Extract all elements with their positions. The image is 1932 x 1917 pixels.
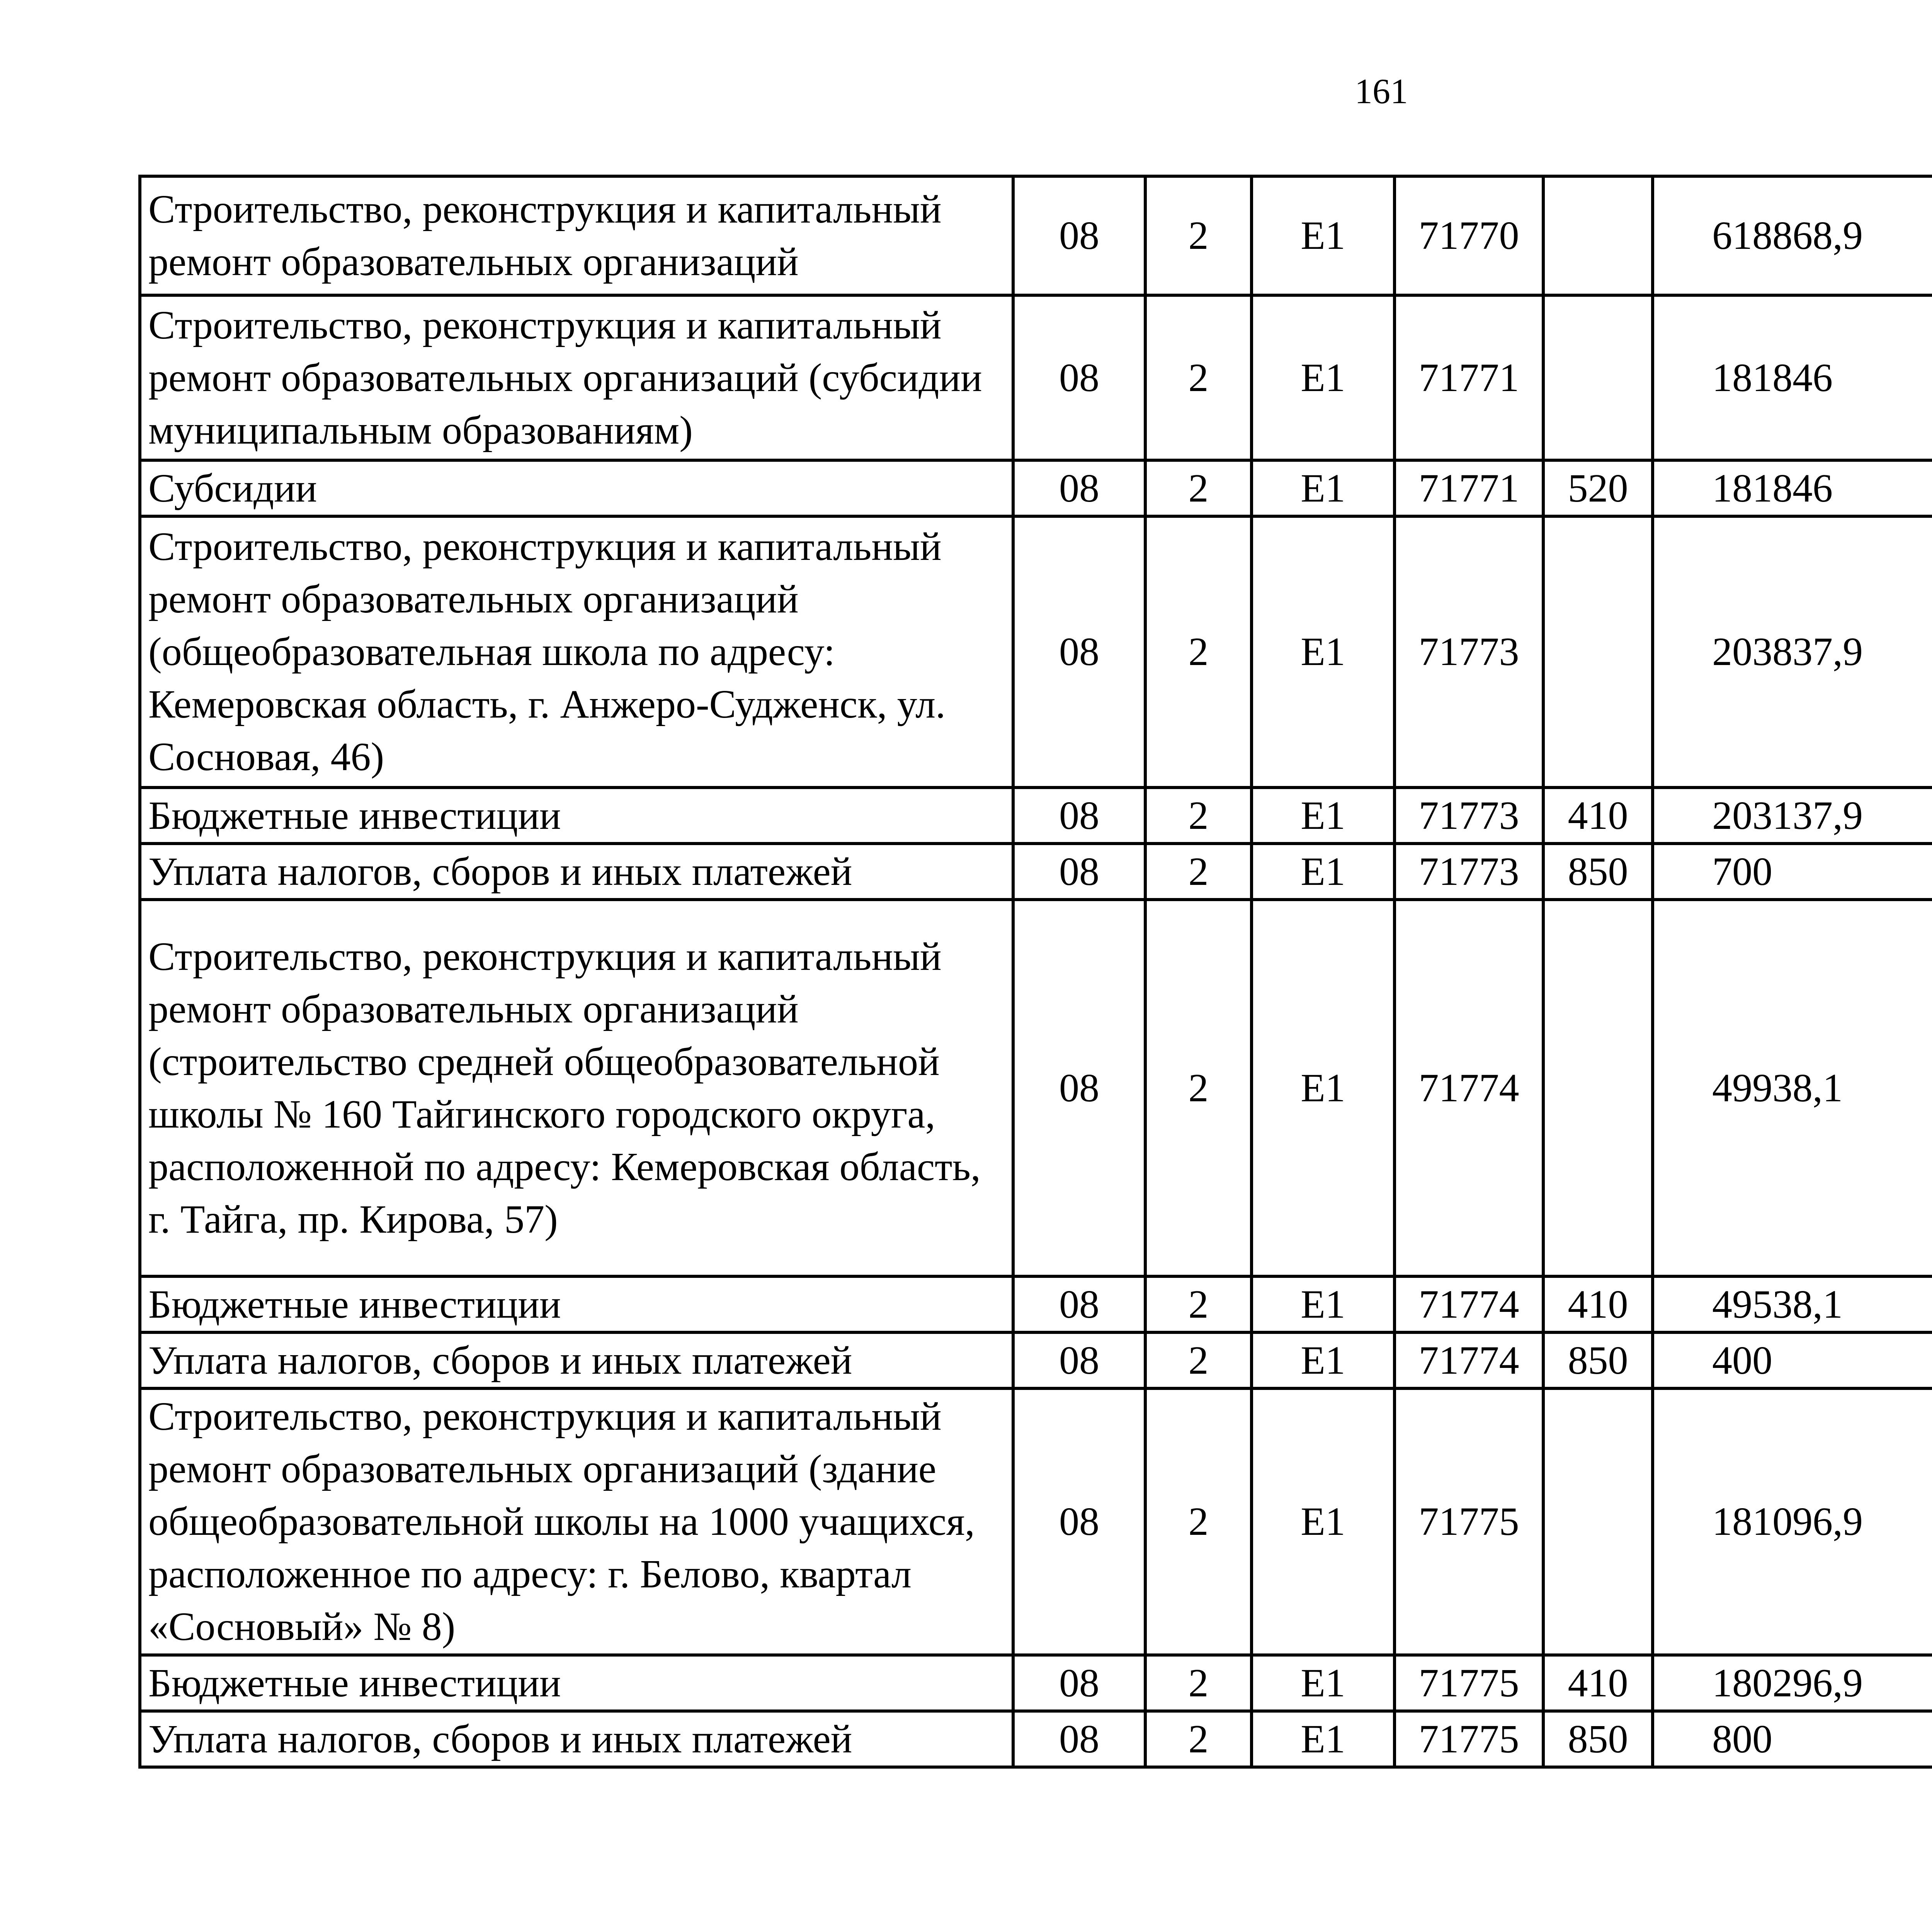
code-cell: 71774 — [1395, 900, 1543, 1276]
table-row — [140, 460, 1932, 516]
type-cell: 850 — [1543, 844, 1653, 900]
table-row — [140, 1332, 1932, 1388]
program-cell: 2 — [1145, 1711, 1252, 1767]
row-name: Строительство, реконструкция и капитальный ремонт образовательных организаций (субсидии муниципальным образованиям) — [140, 295, 1013, 460]
row-name: Бюджетные инвестиции — [140, 788, 1013, 844]
program-cell: 2 — [1145, 176, 1252, 295]
section-cell: 08 — [1013, 844, 1145, 900]
section-cell: 08 — [1013, 788, 1145, 844]
table-row — [140, 788, 1932, 844]
project-cell: E1 — [1252, 1655, 1395, 1711]
program-cell: 2 — [1145, 1276, 1252, 1332]
program-cell: 2 — [1145, 844, 1252, 900]
table-row — [140, 295, 1932, 460]
amount-1-cell: 618868,9 — [1653, 176, 1932, 295]
program-cell: 2 — [1145, 460, 1252, 516]
amount-1-cell: 181096,9 — [1653, 1388, 1932, 1655]
amount-1-cell: 700 — [1653, 844, 1932, 900]
section-cell: 08 — [1013, 1388, 1145, 1655]
row-name: Бюджетные инвестиции — [140, 1276, 1013, 1332]
project-cell: E1 — [1252, 788, 1395, 844]
table-row — [140, 176, 1932, 295]
section-cell: 08 — [1013, 460, 1145, 516]
row-name: Строительство, реконструкция и капитальный ремонт образовательных организаций (здание общеобразовательной школы на 1000 учащихся, расположенное по адресу: г. Белово, квартал «Сосновый» № 8) — [140, 1388, 1013, 1655]
code-cell: 71770 — [1395, 176, 1543, 295]
amount-1-cell: 400 — [1653, 1332, 1932, 1388]
type-cell — [1543, 176, 1653, 295]
project-cell: E1 — [1252, 1388, 1395, 1655]
table-row — [140, 900, 1932, 1276]
code-cell: 71774 — [1395, 1276, 1543, 1332]
project-cell: E1 — [1252, 460, 1395, 516]
project-cell: E1 — [1252, 1332, 1395, 1388]
page-number: 161 — [1355, 71, 1408, 111]
amount-1-cell: 49938,1 — [1653, 900, 1932, 1276]
program-cell: 2 — [1145, 788, 1252, 844]
program-cell: 2 — [1145, 1332, 1252, 1388]
section-cell: 08 — [1013, 1332, 1145, 1388]
table-row — [140, 1388, 1932, 1655]
project-cell: E1 — [1252, 176, 1395, 295]
project-cell: E1 — [1252, 1276, 1395, 1332]
type-cell — [1543, 295, 1653, 460]
project-cell: E1 — [1252, 295, 1395, 460]
type-cell: 410 — [1543, 788, 1653, 844]
budget-table — [138, 175, 1932, 1769]
program-cell: 2 — [1145, 1655, 1252, 1711]
table-row — [140, 516, 1932, 788]
section-cell: 08 — [1013, 1276, 1145, 1332]
type-cell — [1543, 900, 1653, 1276]
amount-1-cell: 49538,1 — [1653, 1276, 1932, 1332]
amount-1-cell: 181846 — [1653, 460, 1932, 516]
amount-1-cell: 800 — [1653, 1711, 1932, 1767]
project-cell: E1 — [1252, 516, 1395, 788]
section-cell: 08 — [1013, 1655, 1145, 1711]
project-cell: E1 — [1252, 900, 1395, 1276]
program-cell: 2 — [1145, 516, 1252, 788]
section-cell: 08 — [1013, 516, 1145, 788]
amount-1-cell: 180296,9 — [1653, 1655, 1932, 1711]
project-cell: E1 — [1252, 1711, 1395, 1767]
table-row — [140, 1276, 1932, 1332]
type-cell — [1543, 1388, 1653, 1655]
program-cell: 2 — [1145, 1388, 1252, 1655]
table-row — [140, 1711, 1932, 1767]
project-cell: E1 — [1252, 844, 1395, 900]
amount-1-cell: 203137,9 — [1653, 788, 1932, 844]
amount-1-cell: 203837,9 — [1653, 516, 1932, 788]
row-name: Строительство, реконструкция и капитальный ремонт образовательных организаций (общеобразовательная школа по адресу: Кемеровская область, г. Анжеро-Судженск, ул. Сосновая, 46) — [140, 516, 1013, 788]
row-name: Бюджетные инвестиции — [140, 1655, 1013, 1711]
type-cell: 410 — [1543, 1655, 1653, 1711]
code-cell: 71771 — [1395, 295, 1543, 460]
type-cell: 520 — [1543, 460, 1653, 516]
code-cell: 71775 — [1395, 1711, 1543, 1767]
section-cell: 08 — [1013, 1711, 1145, 1767]
table-row — [140, 1655, 1932, 1711]
row-name: Строительство, реконструкция и капитальный ремонт образовательных организаций (строительство средней общеобразовательной школы № 160 Тайгинского городского округа, расположенной по адресу: Кемеровская область, г. Тайга, пр. Кирова, 57) — [140, 900, 1013, 1276]
row-name: Строительство, реконструкция и капитальный ремонт образовательных организаций — [140, 176, 1013, 295]
section-cell: 08 — [1013, 176, 1145, 295]
row-name: Уплата налогов, сборов и иных платежей — [140, 1711, 1013, 1767]
code-cell: 71773 — [1395, 844, 1543, 900]
table-row — [140, 844, 1932, 900]
code-cell: 71773 — [1395, 516, 1543, 788]
type-cell — [1543, 516, 1653, 788]
section-cell: 08 — [1013, 900, 1145, 1276]
program-cell: 2 — [1145, 900, 1252, 1276]
code-cell: 71774 — [1395, 1332, 1543, 1388]
row-name: Субсидии — [140, 460, 1013, 516]
type-cell: 410 — [1543, 1276, 1653, 1332]
code-cell: 71771 — [1395, 460, 1543, 516]
amount-1-cell: 181846 — [1653, 295, 1932, 460]
row-name: Уплата налогов, сборов и иных платежей — [140, 1332, 1013, 1388]
code-cell: 71773 — [1395, 788, 1543, 844]
code-cell: 71775 — [1395, 1655, 1543, 1711]
code-cell: 71775 — [1395, 1388, 1543, 1655]
program-cell: 2 — [1145, 295, 1252, 460]
type-cell: 850 — [1543, 1332, 1653, 1388]
type-cell: 850 — [1543, 1711, 1653, 1767]
row-name: Уплата налогов, сборов и иных платежей — [140, 844, 1013, 900]
section-cell: 08 — [1013, 295, 1145, 460]
